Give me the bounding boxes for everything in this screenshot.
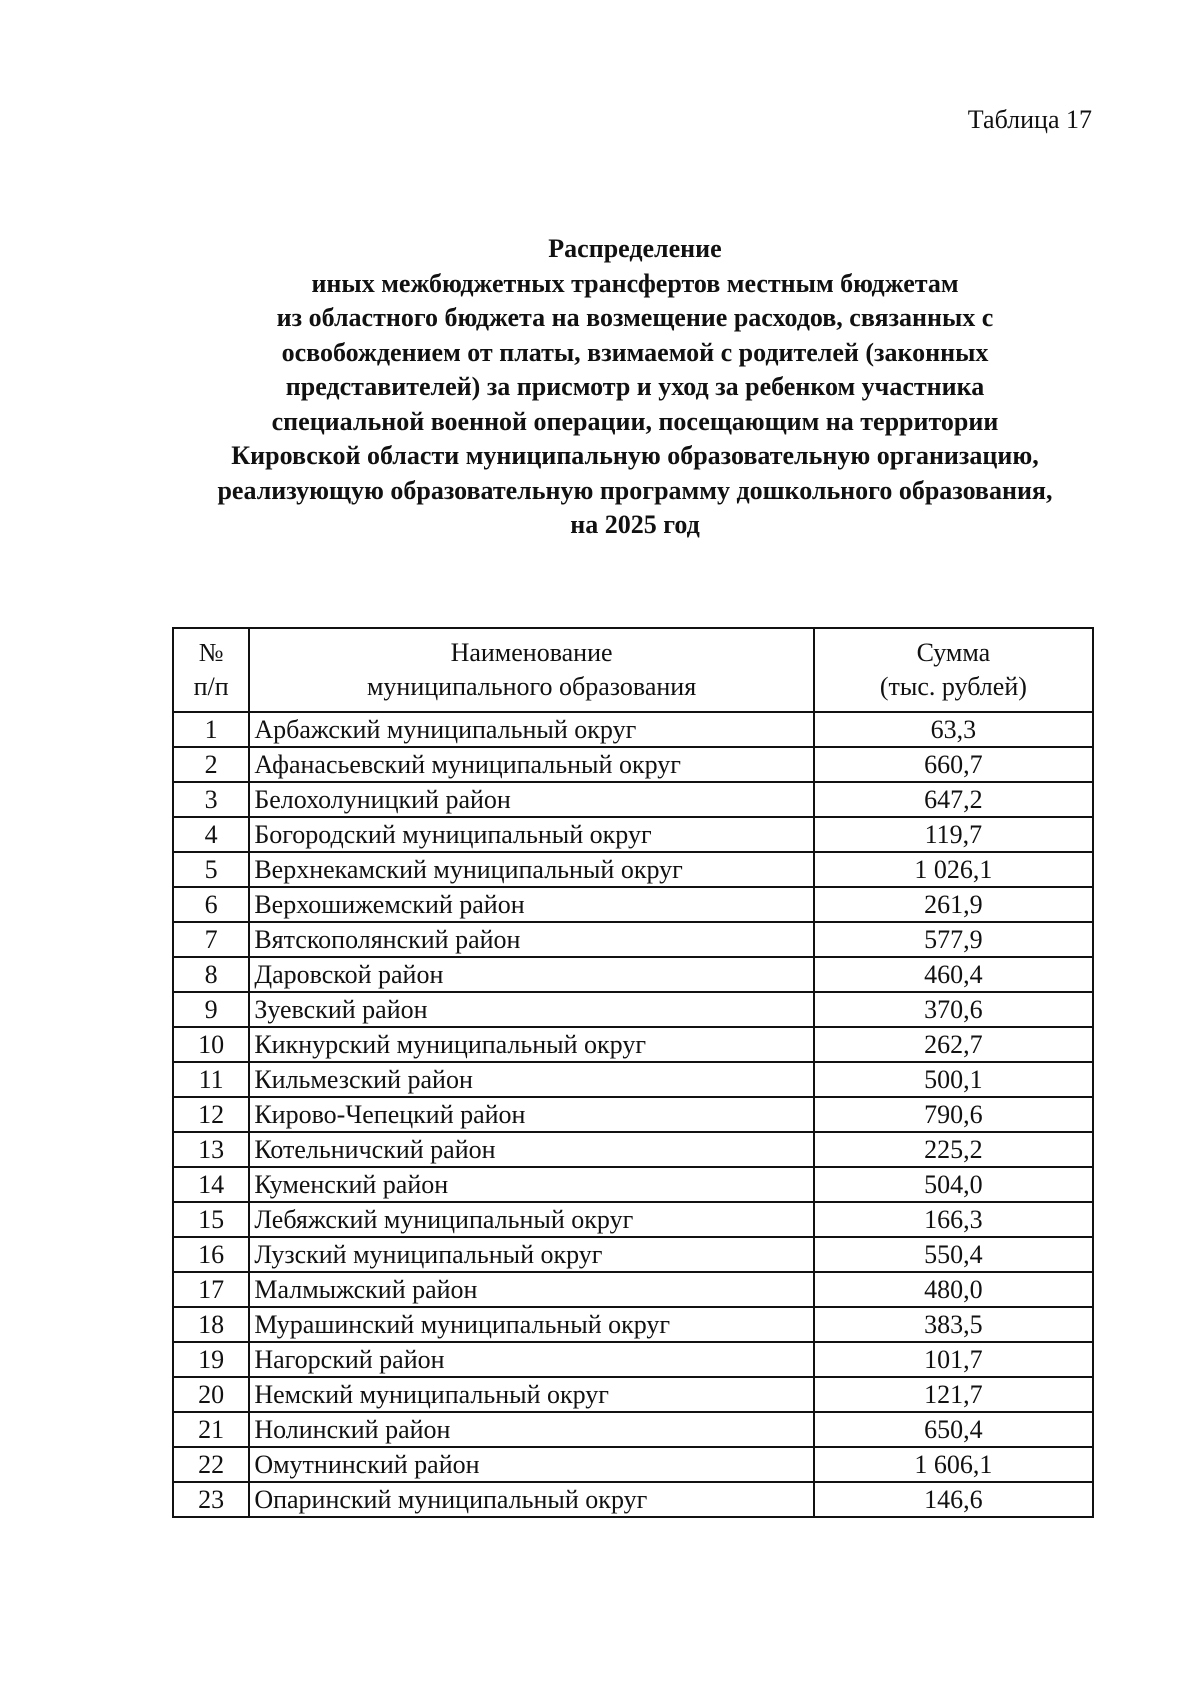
table-header — [173, 628, 1093, 712]
row-municipality-cell: Белохолуницкий район — [249, 782, 813, 817]
row-number-cell: 10 — [173, 1027, 249, 1062]
table-row — [173, 1097, 1093, 1132]
row-municipality-cell: Лузский муниципальный округ — [249, 1237, 813, 1272]
row-amount-cell: 550,4 — [814, 1237, 1093, 1272]
row-municipality-cell: Мурашинский муниципальный округ — [249, 1307, 813, 1342]
heading-line: реализующую образовательную программу дошкольного образования, — [217, 475, 1053, 505]
table-row — [173, 1027, 1093, 1062]
table-row — [173, 1237, 1093, 1272]
row-amount-cell: 790,6 — [814, 1097, 1093, 1132]
table-row — [173, 712, 1093, 747]
table-row — [173, 1447, 1093, 1482]
row-municipality-cell: Верхошижемский район — [249, 887, 813, 922]
row-number-cell: 7 — [173, 922, 249, 957]
row-municipality-cell: Афанасьевский муниципальный округ — [249, 747, 813, 782]
heading-line: на 2025 год — [570, 510, 700, 539]
header-municipality-line: Наименование — [450, 638, 613, 667]
row-municipality-cell: Немский муниципальный округ — [249, 1377, 813, 1412]
table-row — [173, 782, 1093, 817]
row-municipality-cell: Верхнекамский муниципальный округ — [249, 852, 813, 887]
heading-line: Кировской области муниципальную образовательную организацию, — [231, 441, 1039, 470]
row-amount-cell: 121,7 — [814, 1377, 1093, 1412]
header-number — [173, 628, 249, 712]
row-number-cell: 4 — [173, 817, 249, 852]
header-row — [173, 628, 1093, 712]
header-number-line: п/п — [193, 672, 229, 701]
table-row — [173, 1377, 1093, 1412]
row-amount-cell: 1 026,1 — [814, 852, 1093, 887]
row-number-cell: 15 — [173, 1202, 249, 1237]
table-row — [173, 1482, 1093, 1517]
row-amount-cell: 119,7 — [814, 817, 1093, 852]
row-number-cell: 9 — [173, 992, 249, 1027]
table-row — [173, 992, 1093, 1027]
heading-line: специальной военной операции, посещающим на территории — [271, 406, 999, 436]
heading-line: освобождением от платы, взимаемой с родителей (законных — [281, 337, 989, 367]
table-row — [173, 1132, 1093, 1167]
row-amount-cell: 370,6 — [814, 992, 1093, 1027]
table-body — [173, 712, 1093, 1517]
table-row — [173, 1307, 1093, 1342]
header-amount-line: (тыс. рублей) — [879, 672, 1027, 701]
row-number-cell: 16 — [173, 1237, 249, 1272]
distribution-table — [172, 627, 1094, 1518]
row-municipality-cell: Омутнинский район — [249, 1447, 813, 1482]
row-municipality-cell: Кикнурский муниципальный округ — [249, 1027, 813, 1062]
table-row — [173, 1202, 1093, 1237]
table-row — [173, 817, 1093, 852]
row-number-cell: 22 — [173, 1447, 249, 1482]
row-municipality-cell: Даровской район — [249, 957, 813, 992]
row-amount-cell: 504,0 — [814, 1167, 1093, 1202]
row-amount-cell: 460,4 — [814, 957, 1093, 992]
header-municipality-line: муниципального образования — [366, 672, 697, 701]
row-number-cell: 8 — [173, 957, 249, 992]
row-amount-cell: 480,0 — [814, 1272, 1093, 1307]
row-number-cell: 6 — [173, 887, 249, 922]
row-amount-cell: 101,7 — [814, 1342, 1093, 1377]
row-municipality-cell: Зуевский район — [249, 992, 813, 1027]
row-number-cell: 12 — [173, 1097, 249, 1132]
heading-line: иных межбюджетных трансфертов местным бюджетам — [311, 268, 959, 298]
heading-line: представителей) за присмотр и уход за ребенком участника — [285, 372, 985, 401]
row-number-cell: 14 — [173, 1167, 249, 1202]
table-row — [173, 1062, 1093, 1097]
row-amount-cell: 261,9 — [814, 887, 1093, 922]
row-municipality-cell: Нагорский район — [249, 1342, 813, 1377]
row-amount-cell: 660,7 — [814, 747, 1093, 782]
row-municipality-cell: Куменский район — [249, 1167, 813, 1202]
row-amount-cell: 650,4 — [814, 1412, 1093, 1447]
header-number-line: № — [198, 638, 224, 667]
row-municipality-cell: Вятскополянский район — [249, 922, 813, 957]
document-heading — [150, 232, 1120, 543]
row-municipality-cell: Арбажский муниципальный округ — [249, 712, 813, 747]
table-row — [173, 887, 1093, 922]
row-number-cell: 3 — [173, 782, 249, 817]
table-row — [173, 1167, 1093, 1202]
row-number-cell: 19 — [173, 1342, 249, 1377]
table-row — [173, 1272, 1093, 1307]
table-row — [173, 922, 1093, 957]
row-amount-cell: 262,7 — [814, 1027, 1093, 1062]
row-amount-cell: 500,1 — [814, 1062, 1093, 1097]
row-amount-cell: 383,5 — [814, 1307, 1093, 1342]
row-number-cell: 13 — [173, 1132, 249, 1167]
row-amount-cell: 63,3 — [814, 712, 1093, 747]
table-row — [173, 1342, 1093, 1377]
row-municipality-cell: Малмыжский район — [249, 1272, 813, 1307]
row-amount-cell: 577,9 — [814, 922, 1093, 957]
row-municipality-cell: Опаринский муниципальный округ — [249, 1482, 813, 1517]
row-number-cell: 11 — [173, 1062, 249, 1097]
row-number-cell: 5 — [173, 852, 249, 887]
row-municipality-cell: Кирово-Чепецкий район — [249, 1097, 813, 1132]
row-number-cell: 23 — [173, 1482, 249, 1517]
row-municipality-cell: Нолинский район — [249, 1412, 813, 1447]
heading-line: из областного бюджета на возмещение расходов, связанных с — [276, 303, 994, 332]
row-number-cell: 20 — [173, 1377, 249, 1412]
row-municipality-cell: Котельничский район — [249, 1132, 813, 1167]
row-municipality-cell: Лебяжский муниципальный округ — [249, 1202, 813, 1237]
header-amount — [814, 628, 1093, 712]
row-municipality-cell: Кильмезский район — [249, 1062, 813, 1097]
table-row — [173, 1412, 1093, 1447]
row-number-cell: 17 — [173, 1272, 249, 1307]
row-amount-cell: 1 606,1 — [814, 1447, 1093, 1482]
row-amount-cell: 166,3 — [814, 1202, 1093, 1237]
row-number-cell: 2 — [173, 747, 249, 782]
table-number-label: Таблица 17 — [967, 105, 1092, 134]
table-row — [173, 957, 1093, 992]
table-row — [173, 747, 1093, 782]
row-municipality-cell: Богородский муниципальный округ — [249, 817, 813, 852]
row-number-cell: 21 — [173, 1412, 249, 1447]
row-amount-cell: 225,2 — [814, 1132, 1093, 1167]
row-amount-cell: 647,2 — [814, 782, 1093, 817]
heading-line: Распределение — [548, 234, 722, 263]
row-number-cell: 18 — [173, 1307, 249, 1342]
row-number-cell: 1 — [173, 712, 249, 747]
row-amount-cell: 146,6 — [814, 1482, 1093, 1517]
header-municipality — [249, 628, 813, 712]
table-row — [173, 852, 1093, 887]
header-amount-line: Сумма — [916, 638, 991, 667]
